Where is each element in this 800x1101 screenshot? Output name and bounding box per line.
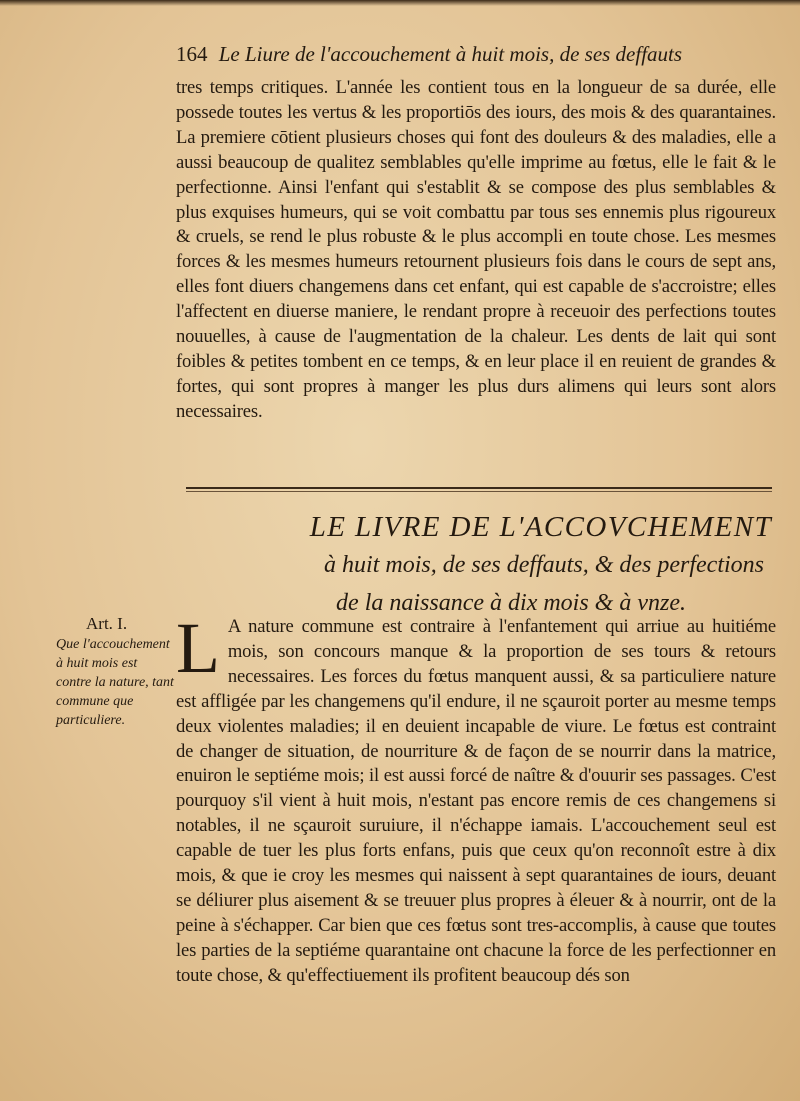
drop-cap: L <box>176 608 220 688</box>
paragraph-text: A nature commune est contraire à l'enfantement qui arriue au huitiéme mois, son concours manque & la proportion de ses tours & retours necessaires. Les forces du fœtus manquent aussi, & sa particuliere nature est affligée par les changemens qu'il endure, il ne sçauroit porter au mesme temps deux violentes maladies; il en deuient incapable de viure. Le fœtus est contraint de changer de situation, de nourriture & de façon de se nourrir dans la matrice, enuiron le septiéme mois; il est aussi forcé de naître & d'ouurir ses passages. C'est pourquoy s'il vient à huit mois, n'estant pas encore remis de ces changemens si notables, il ne sçauroit suruiure, il n'échappe iamais. L'accouchement seul est capable de tuer les plus forts enfans, puis que ceux qu'on reconnoît estre à dix mois, & que ie croy les mesmes qui naissent à sept quarantaines de iours, deuant se déliurer plus aisement & se treuuer plus propres à éleuer & à nourrir, ont de la peine à s'échapper. Car bien que ces fœtus sont tres-accomplis, à cause que toutes les parties de la septiéme quarantaine ont chacune la force de les perfectionner en toute chose, & qu'effectiuement ils profitent beaucoup dés son <box>176 616 776 986</box>
text-block-top: tres temps critiques. L'année les contient tous en la longueur de sa durée, elle possede toutes les vertus & les proportiōs des iours, des mois & des quarantaines. La premiere cōtient plusieurs choses qui font des douleurs & des maladies, elle a aussi beaucoup de qualitez semblables qu'elle imprime au fœtus, elle le fait & le perfectionne. Ainsi l'enfant qui s'establit & se compose des plus semblables & plus exquises humeurs, qui se voit combattu par tous ses ennemis plus rigoureux & cruels, se rend le plus robuste & le plus accompli en toute chose. Les mesmes forces & les mesmes humeurs retournent plusieurs fois dans le cours de sept ans, elles font diuers changemens dans cet enfant, qui est capable de s'accroistre; elles l'affectent en diuerse maniere, le rendant propre à receuoir des perfections toutes nouuelles, à cause de l'augmentation de la chaleur. Les dents de lait qui sont foibles & petites tombent en ce temps, & en leur place il en reuient de grandes & fortes, qui sont propres à manger les plus durs alimens qui leurs sont alors necessaires. <box>176 77 776 422</box>
page-edge-shadow <box>0 0 800 6</box>
article-number: Art. I. <box>86 614 128 633</box>
text-block-bottom <box>176 608 776 989</box>
page-number: 164 <box>176 42 208 66</box>
chapter-title-line-3: de la naissance à dix mois & à vnze. <box>336 590 686 616</box>
running-title: Le Liure de l'accouchement à huit mois, de ses deffauts <box>218 42 683 66</box>
chapter-title-line-1: LE LIVRE DE L'ACCOVCHEMENT <box>309 511 772 543</box>
marginal-note-text: Que l'accouchement à huit mois est contre la nature, tant commune que particuliere. <box>56 637 174 728</box>
section-divider <box>186 487 772 489</box>
chapter-title <box>176 508 776 622</box>
marginal-note <box>56 614 176 730</box>
running-head <box>176 42 682 67</box>
chapter-title-line-2: à huit mois, de ses deffauts, & des perfections <box>324 552 764 578</box>
